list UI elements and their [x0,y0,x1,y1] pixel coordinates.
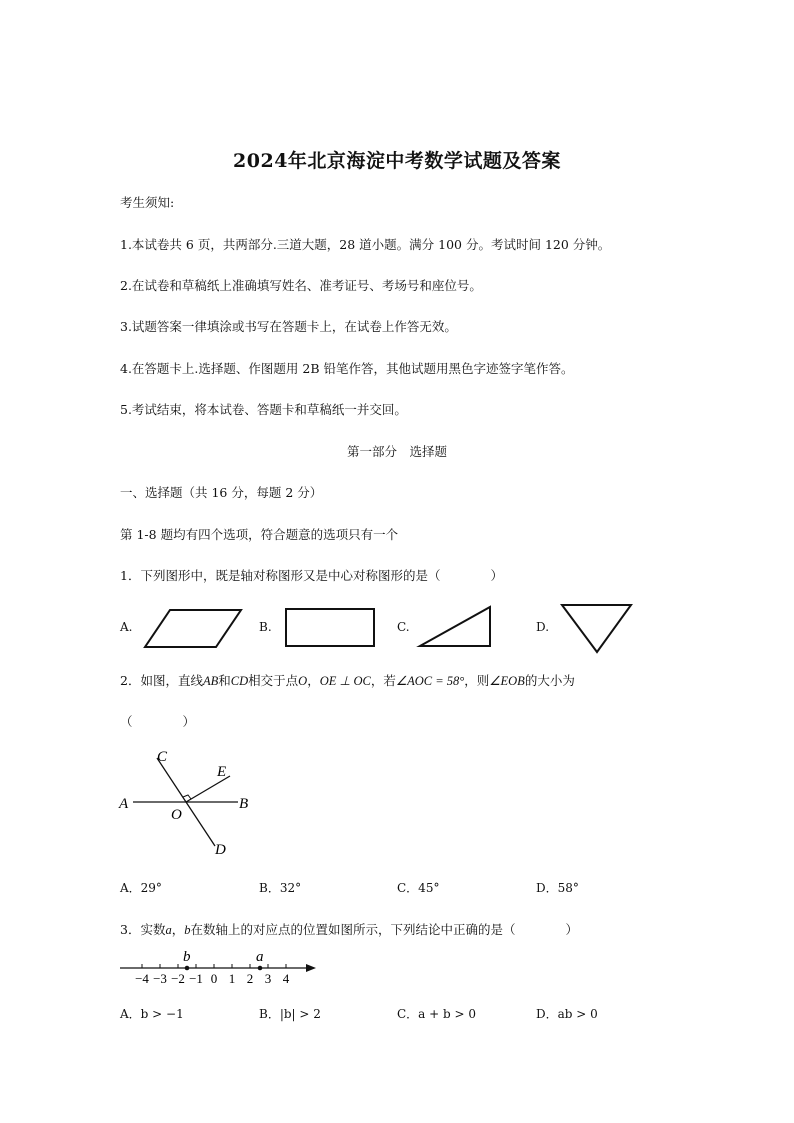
q2-angle-eob: ∠EOB [489,674,525,688]
axis-arrow-icon [306,964,316,972]
q2-comma-2: ，若 [370,673,396,688]
q2-line-ab: AB [202,674,219,688]
axis-tick-label: 0 [210,971,218,986]
axis-tick-label: 2 [246,971,254,986]
q3-option-b: B．|b| > 2 [259,1007,321,1021]
notice-item: 2.在试卷和草稿纸上准确填写姓名、准考证号、考场号和座位号。 [120,278,482,293]
q2-option-d: D．58° [536,881,579,895]
notice-item: 3.试题答案一律填涂或书写在答题卡上，在试卷上作答无效。 [120,319,457,334]
q3-option-a: A．b > −1 [120,1007,184,1021]
q1-option-a-label: A. [120,620,133,634]
q3-var-b: b [184,923,191,937]
point-b [185,966,190,971]
axis-ticks [135,964,290,986]
axis-tick-label: 4 [282,971,290,986]
point-a [258,966,263,971]
q3-stem-prefix: 3．实数 [120,922,166,937]
q2-line-cd: CD [230,674,249,688]
q3-option-d: D．ab > 0 [536,1007,598,1021]
label-a: A [119,796,129,812]
q2-mid: 相交于点 [248,673,299,688]
q2-option-a: A．29° [120,881,162,895]
q2-answer-bracket: （ ） [120,714,196,729]
q3-comma: ， [171,922,185,937]
point-b-label: b [183,949,191,965]
q1-option-b-label: B. [259,620,272,634]
axis-tick-label: −3 [153,971,167,986]
q2-comma-1: ， [307,673,320,688]
q1-option-d-label: D. [536,620,550,634]
q2-suffix: 的大小为 [524,673,575,688]
axis-tick-label: 1 [228,971,236,986]
label-b: B [239,796,249,812]
axis-tick-label: −1 [189,971,203,986]
axis-tick-label: −4 [135,971,149,986]
q2-option-c: C．45° [397,881,440,895]
q2-stem-prefix: 2．如图，直线 [120,673,203,688]
q1-option-c-label: C. [397,620,410,634]
q2-point-o: O [298,674,308,688]
page-title: 2024年北京海淀中考数学试题及答案 [233,150,561,172]
notice-item: 5.考试结束，将本试卷、答题卡和草稿纸一并交回。 [120,402,407,417]
section-title: 一、选择题（共 16 分，每题 2 分） [120,485,323,500]
q3-option-c: C．a + b > 0 [397,1007,477,1021]
label-c: C [157,749,168,765]
q3-var-a: a [165,923,172,937]
notice-item: 4.在答题卡上.选择题、作图题用 2B 铅笔作答，其他试题用黑色字迹签字笔作答。 [120,361,574,376]
label-e: E [217,764,227,780]
axis-tick-label: −2 [171,971,185,986]
q2-perpendicular: OE ⊥ OC [319,674,371,688]
label-o: O [171,807,182,823]
q2-and: 和 [218,673,231,688]
section-note: 第 1-8 题均有四个选项，符合题意的选项只有一个 [120,527,399,542]
q3-stem-suffix: 在数轴上的对应点的位置如图所示，下列结论中正确的是（ ） [190,922,578,937]
axis-tick-label: 3 [264,971,272,986]
q2-option-b: B．32° [259,881,302,895]
part-title: 第一部分 选择题 [346,444,447,459]
notice-item: 1.本试卷共 6 页，共两部分.三道大题，28 道小题。满分 100 分。考试时间 120 分钟。 [120,237,611,252]
notice-header: 考生须知: [120,195,175,210]
q2-angle-aoc: ∠AOC = 58° [395,674,465,688]
question-1-stem: 1．下列图形中，既是轴对称图形又是中心对称图形的是（ ） [120,568,503,583]
label-d: D [215,842,226,858]
q2-comma-3: ，则 [464,673,490,688]
point-a-label: a [256,949,264,965]
